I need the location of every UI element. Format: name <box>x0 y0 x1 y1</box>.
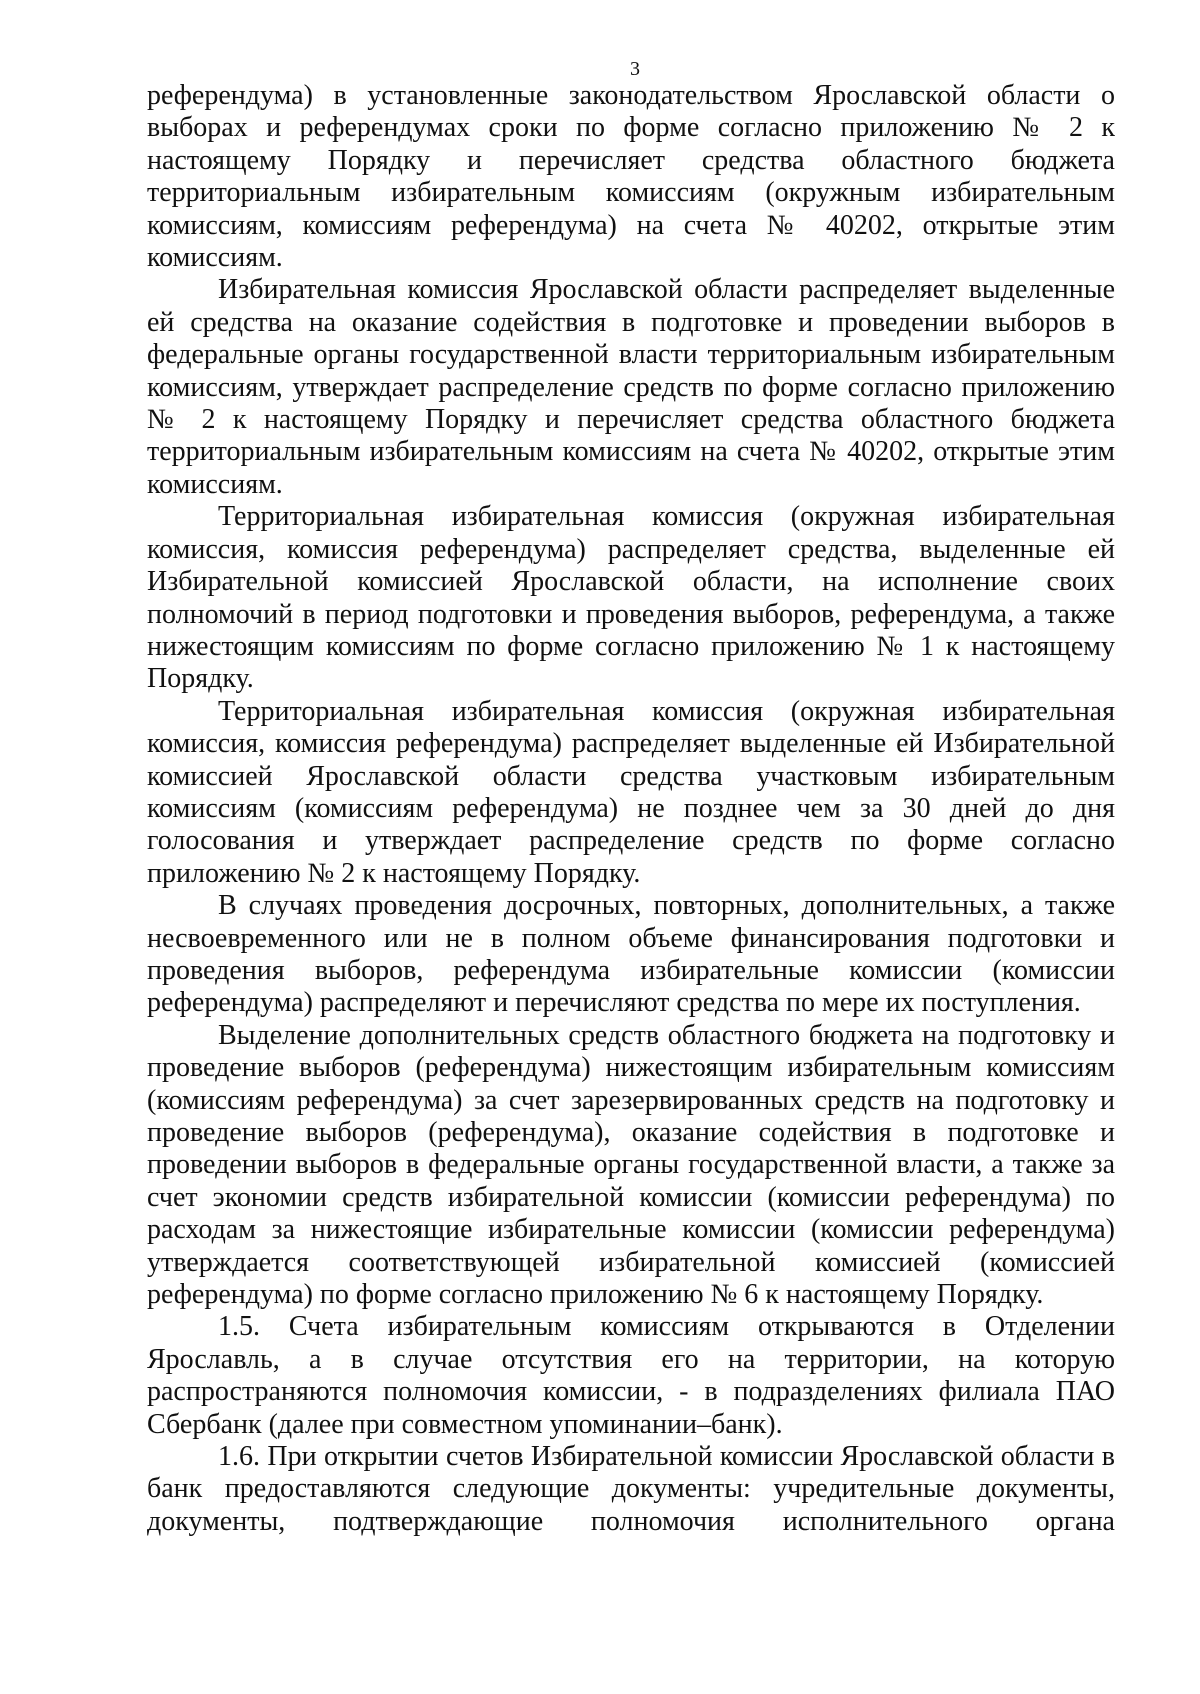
paragraph-4: Территориальная избирательная комиссия (окружная избирательная комиссия, комиссия референдума) распределяет выделенные ей Избирательной комиссией Ярославской области средства участковым избирательным комиссиям (комиссиям референдума) не позднее чем за 30 дней до дня голосования и утверждает распределение средств по форме согласно приложению № 2 к настоящему Порядку. <box>147 695 1115 889</box>
paragraph-2: Избирательная комиссия Ярославской области распределяет выделенные ей средства на оказание содействия в подготовке и проведении выборов в федеральные органы государственной власти территориальным избирательным комиссиям, утверждает распределение средств по форме согласно приложению № 2 к настоящему Порядку и перечисляет средства областного бюджета территориальным избирательным комиссиям на счета № 40202, открытые этим комиссиям. <box>147 274 1115 500</box>
paragraph-8-section-1-6: 1.6. При открытии счетов Избирательной комиссии Ярославской области в банк предоставляются следующие документы: учредительные документы, документы, подтверждающие полномочия исполнительного органа <box>147 1441 1115 1537</box>
paragraph-5: В случаях проведения досрочных, повторных, дополнительных, а также несвоевременного или не в полном объеме финансирования подготовки и проведения выборов, референдума избирательные комиссии (комиссии референдума) распределяют и перечисляют средства по мере их поступления. <box>147 890 1115 1019</box>
paragraph-3: Территориальная избирательная комиссия (окружная избирательная комиссия, комиссия референдума) распределяет средства, выделенные ей Избирательной комиссией Ярославской области, на исполнение своих полномочий в период подготовки и проведения выборов, референдума, а также нижестоящим комиссиям по форме согласно приложению № 1 к настоящему Порядку. <box>147 501 1115 695</box>
paragraph-1: референдума) в установленные законодательством Ярославской области о выборах и референдумах сроки по форме согласно приложению № 2 к настоящему Порядку и перечисляет средства областного бюджета территориальным избирательным комиссиям (окружным избирательным комиссиям, комиссиям референдума) на счета № 40202, открытые этим комиссиям. <box>147 80 1115 274</box>
document-body <box>147 80 1115 1538</box>
page-number: 3 <box>630 58 640 80</box>
paragraph-6: Выделение дополнительных средств областного бюджета на подготовку и проведение выборов (референдума) нижестоящим избирательным комиссиям (комиссиям референдума) за счет зарезервированных средств на подготовку и проведение выборов (референдума), оказание содействия в подготовке и проведении выборов в федеральные органы государственной власти, а также за счет экономии средств избирательной комиссии (комиссии референдума) по расходам за нижестоящие избирательные комиссии (комиссии референдума) утверждается соответствующей избирательной комиссией (комиссией референдума) по форме согласно приложению № 6 к настоящему Порядку. <box>147 1019 1115 1311</box>
paragraph-7-section-1-5: 1.5. Счета избирательным комиссиям открываются в Отделении Ярославль, а в случае отсутствия его на территории, на которую распространяются полномочия комиссии, - в подразделениях филиала ПАО Сбербанк (далее при совместном упоминании–банк). <box>147 1311 1115 1440</box>
